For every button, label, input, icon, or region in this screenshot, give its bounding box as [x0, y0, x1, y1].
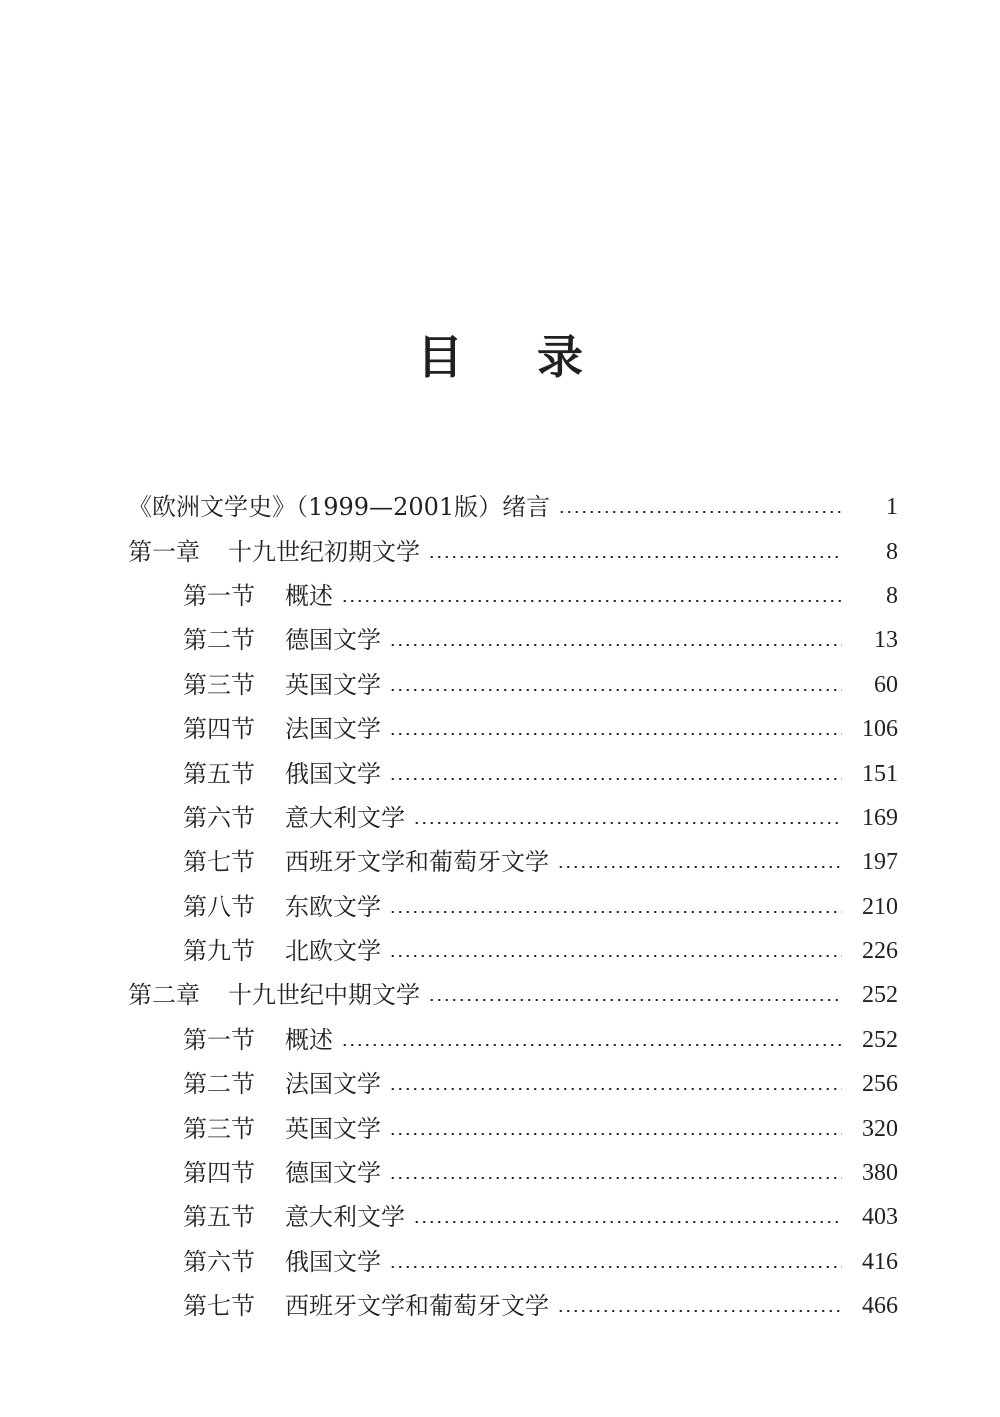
dot-leader — [389, 1133, 842, 1135]
toc-section[interactable] — [0, 751, 1000, 795]
toc-section[interactable] — [0, 663, 1000, 707]
section-title: 英国文学 — [285, 1114, 381, 1143]
section-number: 第八节 — [183, 892, 255, 921]
toc-entry-label — [128, 530, 420, 574]
toc-entry-label — [183, 1240, 381, 1284]
toc-page-number: 320 — [862, 1115, 898, 1142]
chapter-title: 十九世纪中期文学 — [228, 981, 420, 1010]
toc-page-number: 256 — [862, 1071, 898, 1098]
section-title: 德国文学 — [285, 626, 381, 655]
chapter-number: 第一章 — [128, 537, 200, 566]
toc-page-number: 403 — [862, 1204, 898, 1231]
section-number: 第七节 — [183, 1292, 255, 1321]
section-title: 法国文学 — [285, 1070, 381, 1099]
toc-entry-label — [183, 1062, 381, 1106]
chapter-number: 第二章 — [128, 981, 200, 1010]
toc-page-number: 197 — [862, 849, 898, 876]
toc-page-number: 13 — [874, 627, 898, 654]
title-char-2: 录 — [537, 329, 583, 384]
section-number: 第四节 — [183, 1159, 255, 1188]
toc-entry-title: 《欧洲文学史》（1999—2001版）绪言 — [128, 493, 551, 522]
dot-leader — [428, 556, 842, 558]
toc-entry-label — [183, 1107, 381, 1151]
section-title: 意大利文学 — [285, 1203, 405, 1232]
toc-entry-label — [183, 752, 381, 796]
toc-entry-label — [183, 663, 381, 707]
toc-page-number: 1 — [886, 494, 898, 521]
toc-entry-label — [183, 840, 549, 884]
toc-section[interactable] — [0, 929, 1000, 973]
section-number: 第九节 — [183, 937, 255, 966]
toc-section[interactable] — [0, 574, 1000, 618]
section-title: 西班牙文学和葡萄牙文学 — [285, 848, 549, 877]
toc-page-number: 252 — [862, 1026, 898, 1053]
toc-page-number: 8 — [886, 538, 898, 565]
toc-page-number: 416 — [862, 1248, 898, 1275]
toc-page-number: 226 — [862, 938, 898, 965]
section-title: 东欧文学 — [285, 892, 381, 921]
section-title: 英国文学 — [285, 670, 381, 699]
toc-page-number: 106 — [862, 716, 898, 743]
toc-section[interactable] — [0, 885, 1000, 929]
toc-entry-label — [183, 1018, 333, 1062]
section-number: 第六节 — [183, 803, 255, 832]
section-number: 第二节 — [183, 626, 255, 655]
toc-entry-preface[interactable] — [0, 485, 1000, 529]
toc-entry-label — [183, 1284, 549, 1328]
toc-section[interactable] — [0, 1151, 1000, 1195]
dot-leader — [389, 1266, 842, 1268]
dot-leader — [413, 822, 842, 824]
toc-page-number: 380 — [862, 1160, 898, 1187]
toc-section[interactable] — [0, 618, 1000, 662]
toc-chapter-2[interactable] — [0, 973, 1000, 1017]
title-char-1: 目 — [417, 329, 463, 384]
section-number: 第三节 — [183, 670, 255, 699]
dot-leader — [389, 644, 842, 646]
toc-entry-label — [128, 973, 420, 1017]
toc-section[interactable] — [0, 1195, 1000, 1239]
chapter-title: 十九世纪初期文学 — [228, 537, 420, 566]
section-number: 第一节 — [183, 581, 255, 610]
toc-section[interactable] — [0, 1106, 1000, 1150]
toc-section[interactable] — [0, 840, 1000, 884]
toc-section[interactable] — [0, 1240, 1000, 1284]
dot-leader — [428, 999, 842, 1001]
toc-page-number: 466 — [862, 1293, 898, 1320]
dot-leader — [389, 733, 842, 735]
dot-leader — [389, 955, 842, 957]
toc-page-number: 252 — [862, 982, 898, 1009]
section-title: 俄国文学 — [285, 759, 381, 788]
toc-entry-label — [183, 574, 333, 618]
dot-leader — [557, 866, 842, 868]
section-number: 第三节 — [183, 1114, 255, 1143]
section-number: 第五节 — [183, 759, 255, 788]
section-number: 第四节 — [183, 715, 255, 744]
section-title: 俄国文学 — [285, 1247, 381, 1276]
toc-page-number: 8 — [886, 582, 898, 609]
toc-entry-label — [183, 929, 381, 973]
toc-page-number: 151 — [862, 760, 898, 787]
toc-section[interactable] — [0, 796, 1000, 840]
section-title: 意大利文学 — [285, 803, 405, 832]
section-number: 第七节 — [183, 848, 255, 877]
toc-entry-label — [183, 1151, 381, 1195]
toc-page-number: 210 — [862, 893, 898, 920]
dot-leader — [389, 911, 842, 913]
section-number: 第一节 — [183, 1025, 255, 1054]
dot-leader — [558, 511, 842, 513]
toc-entry-label — [183, 618, 381, 662]
section-title: 西班牙文学和葡萄牙文学 — [285, 1292, 549, 1321]
toc-page-number: 169 — [862, 804, 898, 831]
toc-entry-label — [128, 485, 550, 529]
dot-leader — [413, 1221, 842, 1223]
page-title — [0, 327, 1000, 387]
toc-section[interactable] — [0, 707, 1000, 751]
section-title: 北欧文学 — [285, 937, 381, 966]
toc-section[interactable] — [0, 1284, 1000, 1328]
section-number: 第二节 — [183, 1070, 255, 1099]
section-title: 德国文学 — [285, 1159, 381, 1188]
dot-leader — [389, 778, 842, 780]
toc-entry-label — [183, 796, 405, 840]
dot-leader — [389, 1088, 842, 1090]
section-title: 概述 — [285, 581, 333, 610]
toc-chapter-1[interactable] — [0, 529, 1000, 573]
toc-section[interactable] — [0, 1062, 1000, 1106]
section-title: 法国文学 — [285, 715, 381, 744]
dot-leader — [389, 1177, 842, 1179]
toc-page-number: 60 — [874, 671, 898, 698]
dot-leader — [557, 1310, 842, 1312]
toc-entry-label — [183, 1195, 405, 1239]
dot-leader — [341, 600, 842, 602]
toc-entry-label — [183, 707, 381, 751]
section-number: 第五节 — [183, 1203, 255, 1232]
dot-leader — [341, 1044, 842, 1046]
toc-entry-label — [183, 885, 381, 929]
table-of-contents — [0, 485, 1000, 1328]
toc-section[interactable] — [0, 1018, 1000, 1062]
dot-leader — [389, 689, 842, 691]
section-title: 概述 — [285, 1025, 333, 1054]
section-number: 第六节 — [183, 1247, 255, 1276]
